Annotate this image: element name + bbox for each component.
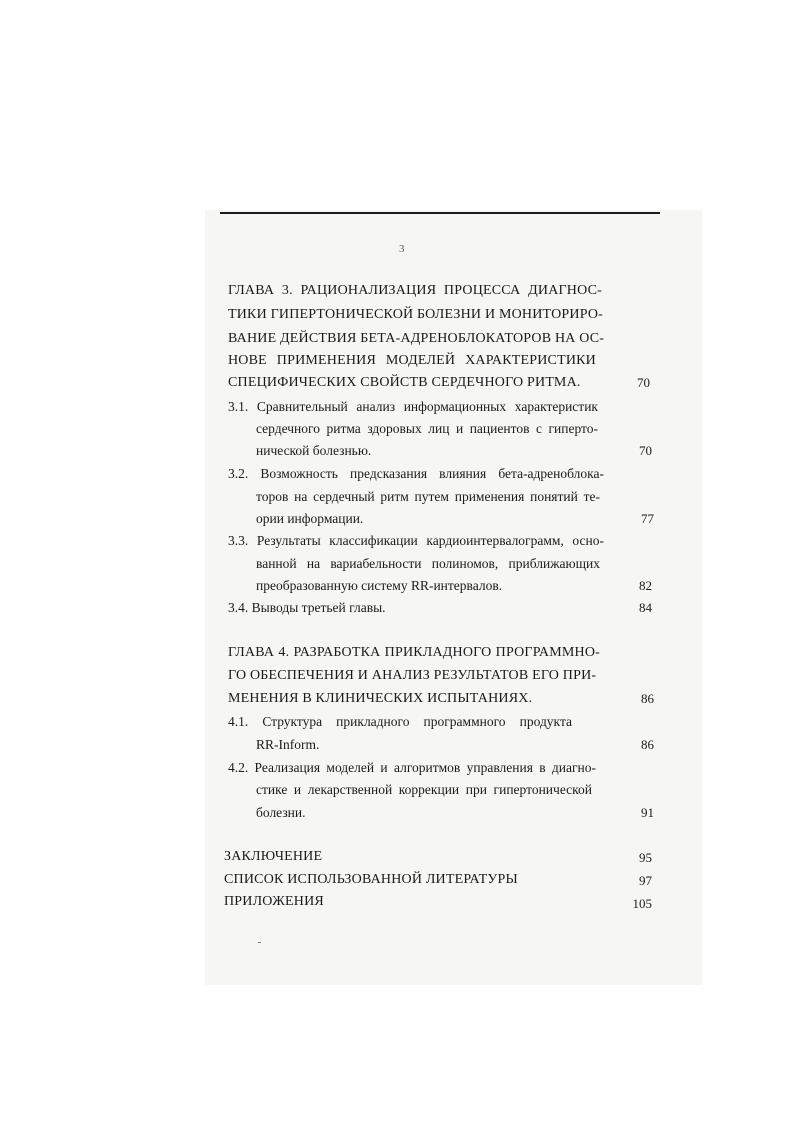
- chapter-4-title-line: ГО ОБЕСПЕЧЕНИЯ И АНАЛИЗ РЕЗУЛЬТАТОВ ЕГО ПРИ-: [228, 668, 597, 683]
- scanned-page: [205, 210, 702, 985]
- chapter-3-title-line: ГЛАВА 3. РАЦИОНАЛИЗАЦИЯ ПРОЦЕССА ДИАГНОС-: [228, 283, 602, 298]
- chapter-3-page: 70: [637, 375, 650, 390]
- chapter-4-title-line: МЕНЕНИЯ В КЛИНИЧЕСКИХ ИСПЫТАНИЯХ.: [228, 691, 533, 706]
- toc-entry-line: 4.2. Реализация моделей и алгоритмов управления в диагно-: [228, 760, 596, 775]
- toc-entry-line: торов на сердечный ритм путем применения понятий те-: [256, 489, 600, 504]
- toc-entry-page: 86: [641, 737, 654, 752]
- toc-conclusion-page: 95: [639, 850, 652, 865]
- chapter-3-title-line: НОВЕ ПРИМЕНЕНИЯ МОДЕЛЕЙ ХАРАКТЕРИСТИКИ: [228, 353, 596, 368]
- toc-entry-page: 77: [641, 511, 654, 526]
- toc-entry-line: RR-Inform.: [256, 737, 320, 752]
- toc-entry-line: 3.2. Возможность предсказания влияния бета-адреноблока-: [228, 466, 604, 481]
- toc-entry-page: 70: [639, 443, 652, 458]
- toc-appendices: ПРИЛОЖЕНИЯ: [224, 894, 324, 909]
- toc-entry-page: 82: [639, 578, 652, 593]
- chapter-3-title-line: ВАНИЕ ДЕЙСТВИЯ БЕТА-АДРЕНОБЛОКАТОРОВ НА ОС-: [228, 331, 605, 346]
- toc-entry-line: 3.4. Выводы третьей главы.: [228, 600, 386, 615]
- toc-references-page: 97: [639, 873, 652, 888]
- toc-entry-page: 84: [639, 600, 652, 615]
- page-number: 3: [399, 243, 405, 255]
- toc-entry-line: 4.1. Структура прикладного программного продукта: [228, 714, 572, 729]
- toc-entry-line: 3.1. Сравнительный анализ информационных характеристик: [228, 399, 598, 414]
- scan-speck: [258, 942, 261, 943]
- toc-entry-line: сердечного ритма здоровых лиц и пациентов с гиперто-: [256, 421, 598, 436]
- toc-entry-line: нической болезнью.: [256, 443, 372, 458]
- chapter-4-page: 86: [641, 691, 654, 706]
- toc-conclusion: ЗАКЛЮЧЕНИЕ: [224, 849, 323, 864]
- toc-entry-line: ории информации.: [256, 511, 364, 526]
- toc-appendices-page: 105: [632, 896, 652, 911]
- toc-references: СПИСОК ИСПОЛЬЗОВАННОЙ ЛИТЕРАТУРЫ: [224, 872, 518, 887]
- toc-entry-page: 91: [641, 805, 654, 820]
- chapter-3-title-line: СПЕЦИФИЧЕСКИХ СВОЙСТВ СЕРДЕЧНОГО РИТМА.: [228, 375, 581, 390]
- header-rule: [220, 212, 660, 214]
- toc-entry-line: преобразованную систему RR-интервалов.: [256, 578, 503, 593]
- toc-entry-line: ванной на вариабельности полиномов, приближающих: [256, 556, 600, 571]
- toc-entry-line: 3.3. Результаты классификации кардиоинтервалограмм, осно-: [228, 533, 604, 548]
- chapter-4-title-line: ГЛАВА 4. РАЗРАБОТКА ПРИКЛАДНОГО ПРОГРАММНО-: [228, 645, 600, 660]
- toc-entry-line: стике и лекарственной коррекции при гипертонической: [256, 782, 592, 797]
- chapter-3-title-line: ТИКИ ГИПЕРТОНИЧЕСКОЙ БОЛЕЗНИ И МОНИТОРИРО-: [228, 307, 604, 322]
- toc-entry-line: болезни.: [256, 805, 306, 820]
